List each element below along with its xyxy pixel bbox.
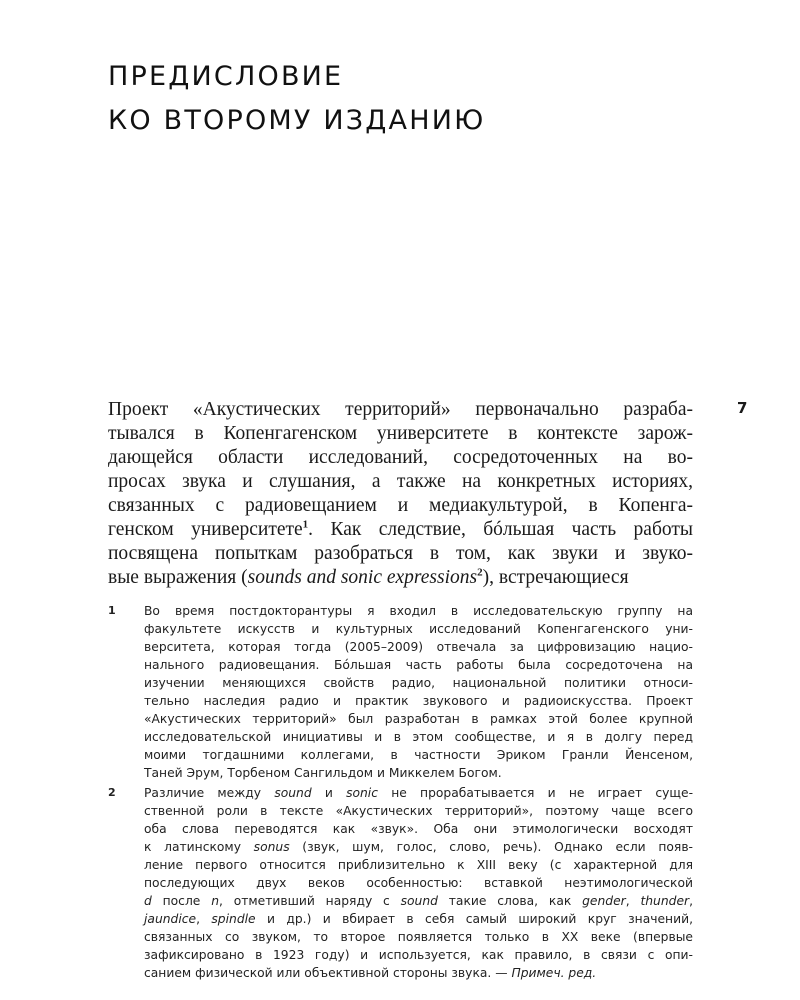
text-segment: , [625,894,641,908]
italic-term: n [211,894,219,908]
text-segment: после [151,894,212,908]
footnote-line: Таней Эрум, Торбеном Сангильдом и Миккелем Богом. [144,766,502,780]
footnote-line: Во время постдокторантуры я входил в исследовательскую группу на [144,604,693,618]
footnote-1 [108,602,693,782]
italic-term: spindle [211,912,256,926]
text-segment: и др.) и вбирает в себя самый широкий круг значений, [255,912,693,926]
footnote-line: зафиксировано в 1923 году) и используется, как правило, в связи с опи- [144,948,693,962]
chapter-title-line-1: ПРЕДИСЛОВИЕ [108,61,344,92]
text-segment: , [196,912,212,926]
footnote-line: связанных со звуком, то второе появляется только в XX веке (впервые [144,930,693,944]
text-segment: (звук, шум, голос, слово, речь). Однако если появ- [289,840,693,854]
editor-note: Примеч. ред. [511,966,597,980]
footnote-line [144,892,693,910]
italic-term: sonus [253,840,290,854]
footnote-line: тельно наследия радио и практик звукового и радиоискусства. Проект [144,694,693,708]
body-line: Проект «Акустических территорий» первоначально разраба- [108,399,693,420]
footnote-line: факультете искусств и культурных исследований Копенгагенского уни- [144,622,693,636]
footnote-line: верситета, которая тогда (2005–2009) отвечала за цифровизацию нацио- [144,640,693,654]
footnote-number: 1 [108,604,116,617]
body-text-segment: вые выражения ( [108,567,248,588]
text-segment: такие слова, как [437,894,583,908]
text-segment: к латинскому [144,840,254,854]
body-text-segment: . Как следствие, бóльшая часть работы [308,519,693,540]
footnote-line: последующих двух веков особенностью: вставкой неэтимологической [144,876,693,890]
chapter-title [108,55,485,143]
footnote-line: исследовательской инициативы и в этом сообществе, и я в долгу перед [144,730,693,744]
footnote-number: 2 [108,786,116,799]
text-segment: , [689,894,693,908]
italic-term: sonic [346,786,378,800]
body-line: просах звука и слушания, а также на конкретных историях, [108,471,693,492]
body-text-segment: ), встречающиеся [482,567,629,588]
footnote-line [144,910,693,928]
footnote-line: моими тогдашними коллегами, в частности Эриком Гранли Йенсеном, [144,748,693,762]
footnote-line: «Акустических территорий» был разработан в рамках этой более крупной [144,712,693,726]
text-segment: , отметивший наряду с [218,894,401,908]
footnotes [108,602,693,984]
italic-term: sound [400,894,438,908]
footnote-2 [108,784,693,982]
italic-term: d [144,894,152,908]
text-segment: санием физической или объективной стороны звука. — [144,966,512,980]
footnote-line [144,964,693,982]
body-line [108,518,693,542]
italic-term: sound [274,786,312,800]
footnote-line [144,784,693,802]
body-text-segment: генском университете [108,519,303,540]
footnote-reference-1[interactable]: 1 [302,518,309,531]
italic-term: gender [582,894,626,908]
italic-term: sounds and sonic expressions [247,567,478,588]
footnote-reference-2[interactable]: 2 [477,566,483,579]
text-segment: не прорабатывается и не играет суще- [377,786,694,800]
page-number: 7 [737,399,748,417]
body-line [108,566,693,590]
chapter-title-line-2: КО ВТОРОМУ ИЗДАНИЮ [108,105,486,136]
body-paragraph [108,398,693,590]
text-segment: и [311,786,347,800]
footnote-line [144,838,693,856]
footnote-line: ственной роли в тексте «Акустических территорий», поэтому чаще всего [144,804,693,818]
italic-term: jaundice [144,912,197,926]
italic-term: thunder [640,894,690,908]
footnote-line: изучении меняющихся свойств радио, национальной политики относи- [144,676,693,690]
body-line: связанных с радиовещанием и медиакультурой, в Копенга- [108,495,693,516]
footnote-line: оба слова переводятся как «звук». Оба они этимологически восходят [144,822,693,836]
footnote-line: ление первого относится приблизительно к XIII веку (с характерной для [144,858,693,872]
body-line: дающейся области исследований, сосредоточенных на во- [108,447,693,468]
body-line: посвящена попыткам разобраться в том, как звуки и звуко- [108,543,693,564]
text-segment: Различие между [144,786,275,800]
body-line: тывался в Копенгагенском университете в контексте зарож- [108,423,693,444]
footnote-line: нального радиовещания. Бóльшая часть работы была сосредоточена на [144,658,693,672]
